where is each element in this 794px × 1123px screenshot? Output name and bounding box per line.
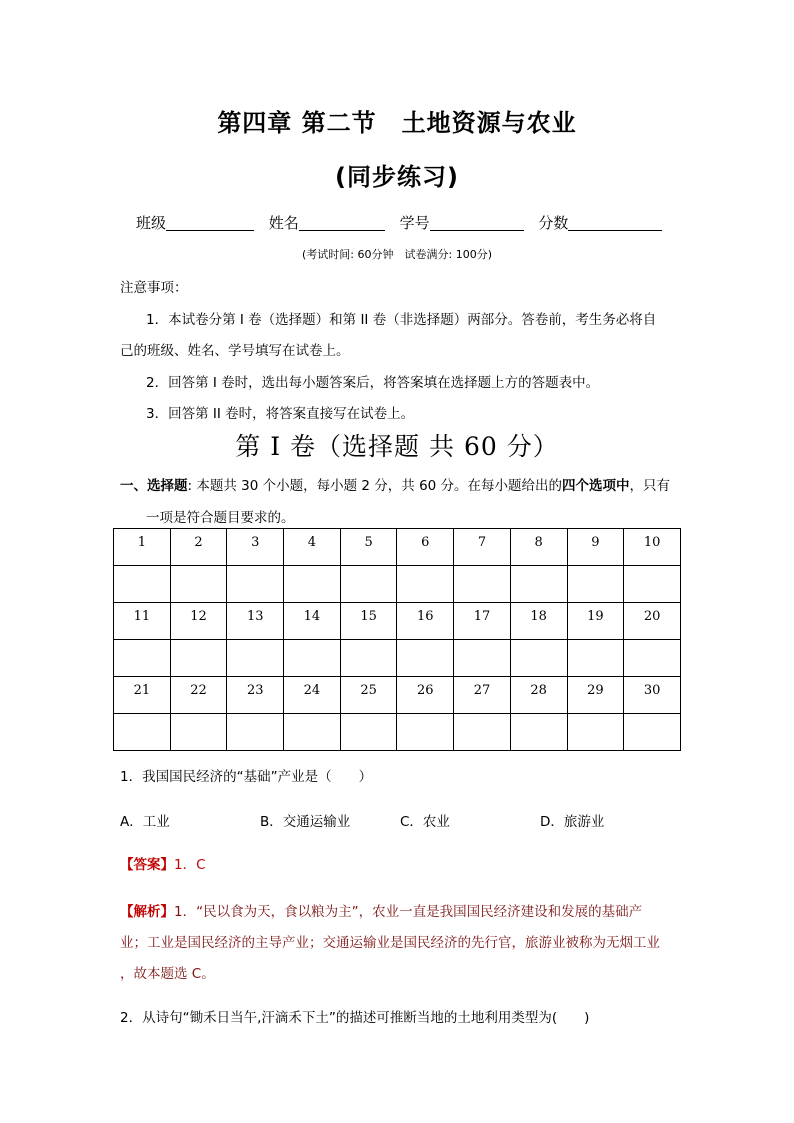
page-title: 第四章 第二节 土地资源与农业 [217, 109, 577, 137]
answer-cell[interactable] [284, 640, 341, 677]
answer-cell[interactable] [397, 640, 454, 677]
answer-cell[interactable] [567, 640, 624, 677]
question-number-cell: 25 [340, 677, 397, 714]
question-2-stem: 2．从诗句“锄禾日当午,汗滴禾下土”的描述可推断当地的土地利用类型为( ) [120, 1010, 590, 1026]
answer-cell[interactable] [624, 566, 681, 603]
answer-cell[interactable] [114, 640, 171, 677]
analysis-text: ，故本题选 C。 [120, 966, 215, 982]
notes-item: 1．本试卷分第 I 卷（选择题）和第 II 卷（非选择题）两部分。答卷前，考生务必将自 [146, 312, 657, 328]
grid-answer-row [114, 640, 681, 677]
answer-cell[interactable] [397, 714, 454, 751]
answer-tag: 【答案】 [120, 857, 174, 873]
answer-line [120, 853, 206, 873]
answer-cell[interactable] [624, 640, 681, 677]
grid-number-row [114, 603, 681, 640]
question-number-cell: 19 [567, 603, 624, 640]
question-number-cell: 15 [340, 603, 397, 640]
analysis-text: 业；工业是国民经济的主导产业；交通运输业是国民经济的先行官，旅游业被称为无烟工业 [120, 935, 660, 951]
answer-cell[interactable] [340, 640, 397, 677]
answer-cell[interactable] [454, 640, 511, 677]
answer-cell[interactable] [284, 566, 341, 603]
question-number-cell: 21 [114, 677, 171, 714]
notes-item: 3．回答第 II 卷时，将答案直接写在试卷上。 [146, 406, 415, 422]
question-number-cell: 14 [284, 603, 341, 640]
student-id-label: 学号 [399, 214, 430, 232]
grid-answer-row [114, 714, 681, 751]
option-c[interactable]: C．农业 [400, 814, 450, 830]
answer-cell[interactable] [454, 566, 511, 603]
grid-number-row [114, 677, 681, 714]
intro-text-end: ，只有 [629, 478, 671, 494]
section-title: 第 I 卷（选择题 共 60 分） [235, 432, 559, 461]
analysis-line [120, 900, 642, 920]
question-number-cell: 4 [284, 529, 341, 566]
question-number-cell: 22 [170, 677, 227, 714]
question-number-cell: 20 [624, 603, 681, 640]
question-number-cell: 28 [510, 677, 567, 714]
answer-cell[interactable] [170, 714, 227, 751]
notes-item: 2．回答第 I 卷时，选出每小题答案后，将答案填在选择题上方的答题表中。 [146, 375, 600, 391]
analysis-text: 1．“民以食为天，食以粮为主”，农业一直是我国国民经济建设和发展的基础产 [174, 904, 643, 920]
answer-value: 1．C [174, 857, 206, 873]
answer-cell[interactable] [227, 714, 284, 751]
section-intro [120, 474, 670, 494]
question-number-cell: 7 [454, 529, 511, 566]
question-number-cell: 13 [227, 603, 284, 640]
name-blank[interactable] [299, 214, 385, 231]
question-number-cell: 2 [170, 529, 227, 566]
question-number-cell: 27 [454, 677, 511, 714]
answer-cell[interactable] [227, 640, 284, 677]
notes-heading: 注意事项： [120, 280, 188, 296]
exam-meta: (考试时间: 60分钟 试卷满分: 100分) [302, 248, 492, 261]
answer-grid [113, 528, 681, 751]
page-subtitle: (同步练习) [335, 163, 459, 191]
option-a[interactable]: A．工业 [120, 814, 170, 830]
answer-cell[interactable] [510, 640, 567, 677]
intro-bold-2: 四个选项中 [562, 478, 630, 494]
question-number-cell: 18 [510, 603, 567, 640]
question-number-cell: 17 [454, 603, 511, 640]
answer-cell[interactable] [170, 640, 227, 677]
score-label: 分数 [538, 214, 569, 232]
question-number-cell: 16 [397, 603, 454, 640]
class-blank[interactable] [166, 214, 254, 231]
answer-cell[interactable] [567, 714, 624, 751]
question-number-cell: 1 [114, 529, 171, 566]
class-label: 班级 [136, 214, 167, 232]
answer-cell[interactable] [170, 566, 227, 603]
grid-number-row [114, 529, 681, 566]
answer-cell[interactable] [284, 714, 341, 751]
question-number-cell: 6 [397, 529, 454, 566]
student-info-line [136, 212, 672, 233]
answer-cell[interactable] [114, 566, 171, 603]
option-b[interactable]: B．交通运输业 [260, 814, 351, 830]
answer-cell[interactable] [624, 714, 681, 751]
option-d[interactable]: D．旅游业 [540, 814, 605, 830]
question-number-cell: 26 [397, 677, 454, 714]
answer-cell[interactable] [114, 714, 171, 751]
answer-cell[interactable] [454, 714, 511, 751]
answer-cell[interactable] [510, 566, 567, 603]
section-intro-line2: 一项是符合题目要求的。 [146, 510, 295, 526]
question-number-cell: 29 [567, 677, 624, 714]
answer-cell[interactable] [567, 566, 624, 603]
question-number-cell: 11 [114, 603, 171, 640]
answer-cell[interactable] [227, 566, 284, 603]
answer-cell[interactable] [340, 714, 397, 751]
question-1-stem: 1．我国国民经济的“基础”产业是（ ） [120, 769, 373, 785]
name-label: 姓名 [268, 214, 299, 232]
question-number-cell: 3 [227, 529, 284, 566]
question-number-cell: 10 [624, 529, 681, 566]
answer-cell[interactable] [340, 566, 397, 603]
question-number-cell: 24 [284, 677, 341, 714]
analysis-tag: 【解析】 [120, 904, 174, 920]
notes-item: 己的班级、姓名、学号填写在试卷上。 [120, 343, 350, 359]
question-number-cell: 5 [340, 529, 397, 566]
answer-cell[interactable] [510, 714, 567, 751]
question-number-cell: 30 [624, 677, 681, 714]
question-number-cell: 9 [567, 529, 624, 566]
question-number-cell: 8 [510, 529, 567, 566]
question-number-cell: 12 [170, 603, 227, 640]
intro-bold: 一、选择题 [120, 478, 188, 494]
question-number-cell: 23 [227, 677, 284, 714]
grid-answer-row [114, 566, 681, 603]
answer-cell[interactable] [397, 566, 454, 603]
intro-text: : 本题共 30 个小题，每小题 2 分，共 60 分。在每小题给出的 [187, 478, 563, 494]
score-blank[interactable] [568, 214, 662, 231]
student-id-blank[interactable] [430, 214, 524, 231]
